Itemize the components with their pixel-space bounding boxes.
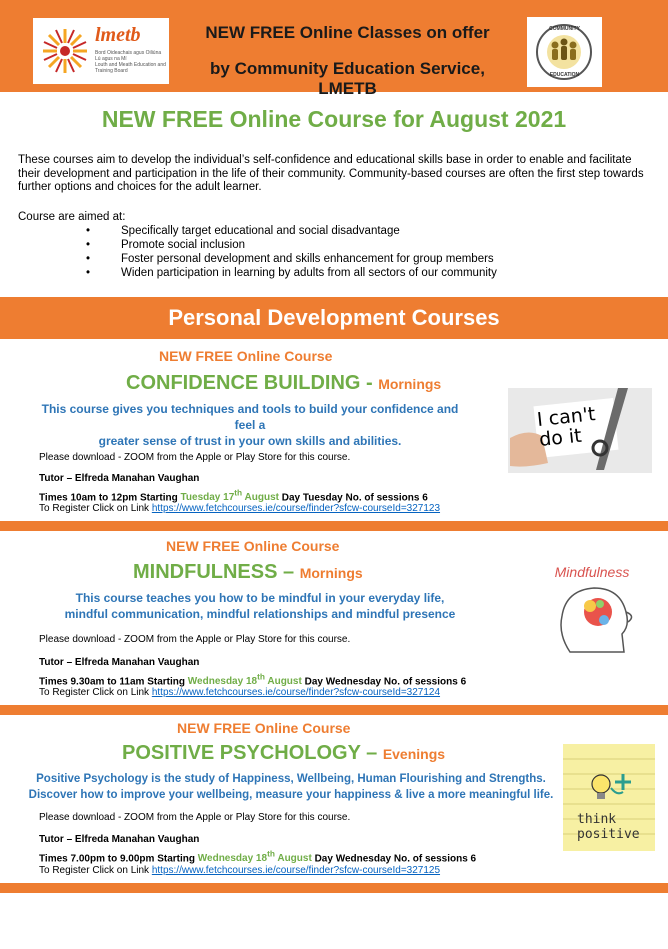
header-banner bbox=[0, 0, 668, 98]
tutor: Tutor – Elfreda Manahan Vaughan bbox=[39, 834, 200, 845]
lmetb-wordmark: lmetb bbox=[95, 24, 141, 46]
think-positive-image bbox=[563, 744, 655, 851]
course-card-mindfulness bbox=[0, 531, 668, 711]
course-description: This course teaches you how to be mindful in your everyday life, mindful communication, mindful relationships and mindful presence bbox=[64, 591, 456, 621]
course-card-confidence bbox=[0, 340, 668, 530]
image-caption: Mindfulness bbox=[554, 564, 630, 580]
lmetb-subtext: Bord Oideachais agus Oiliúna Lú agus na Mí Louth and Meath Education and Training Board bbox=[95, 50, 166, 74]
course-title: MINDFULNESS – Mornings bbox=[133, 561, 363, 583]
course-kicker: NEW FREE Online Course bbox=[159, 348, 333, 364]
section-title: Personal Development Courses bbox=[168, 305, 500, 330]
register-line: To Register Click on Link https://www.fetchcourses.ie/course/finder?sfcw-courseId=327123 bbox=[39, 503, 441, 514]
header-line-2: by Community Education Service, LMETB bbox=[210, 59, 485, 98]
start-date: Wednesday 18th August bbox=[197, 849, 312, 865]
register-link[interactable]: https://www.fetchcourses.ie/course/finder?sfcw-courseId=327123 bbox=[151, 503, 441, 514]
aims-list bbox=[86, 224, 497, 280]
aims-list-item: • Foster personal development and skills enhancement for group members bbox=[86, 252, 497, 266]
course-description: This course gives you techniques and tools to build your confidence and feel a greater sense of trust in your own skills and abilities. bbox=[41, 402, 459, 448]
aims-list-item: • Widen participation in learning by adults from all sectors of our community bbox=[86, 266, 497, 280]
divider bbox=[0, 521, 668, 531]
logo-bottom-text: EDUCATION bbox=[549, 72, 580, 78]
course-time: Mornings bbox=[378, 376, 442, 392]
logo-top-text: COMMUNITY bbox=[549, 26, 580, 32]
times-line: Times 9.30am to 11am Starting Wednesday 18th August Day Wednesday No. of sessions 6 bbox=[39, 672, 467, 688]
community-education-logo bbox=[527, 17, 602, 87]
download-note: Please download - ZOOM from the Apple or Play Store for this course. bbox=[39, 634, 351, 645]
download-note: Please download - ZOOM from the Apple or Play Store for this course. bbox=[39, 452, 351, 463]
course-title: POSITIVE PSYCHOLOGY – Evenings bbox=[122, 742, 446, 764]
page-title: NEW FREE Online Course for August 2021 bbox=[101, 106, 567, 132]
course-time: Evenings bbox=[382, 746, 446, 762]
divider bbox=[0, 883, 668, 893]
course-description: Positive Psychology is the study of Happiness, Wellbeing, Human Flourishing and Strengths. Discover how to improve your wellbeing, measure your happiness & live a more meaningful life. bbox=[28, 773, 554, 801]
download-note: Please download - ZOOM from the Apple or Play Store for this course. bbox=[39, 812, 351, 823]
course-time: Mornings bbox=[299, 565, 363, 581]
header-line-1: NEW FREE Online Classes on offer bbox=[205, 23, 490, 42]
image-caption: I can't do it bbox=[536, 403, 597, 451]
aims-list-item: • Promote social inclusion bbox=[86, 238, 497, 252]
course-kicker: NEW FREE Online Course bbox=[177, 720, 351, 736]
tutor: Tutor – Elfreda Manahan Vaughan bbox=[39, 657, 200, 668]
times-line: Times 7.00pm to 9.00pm Starting Wednesday 18th August Day Wednesday No. of sessions 6 bbox=[39, 849, 477, 865]
register-line: To Register Click on Link https://www.fetchcourses.ie/course/finder?sfcw-courseId=327125 bbox=[39, 865, 441, 876]
divider bbox=[0, 705, 668, 715]
course-kicker: NEW FREE Online Course bbox=[166, 538, 340, 554]
intro-paragraph: These courses aim to develop the individual’s self-confidence and educational skills base in order to enable and facilitate their development and participation in the life of their community. Community-based courses are often the first step towards further options and choices for the adult learner. bbox=[18, 154, 644, 193]
section-banner bbox=[0, 297, 668, 339]
register-link[interactable]: https://www.fetchcourses.ie/course/finder?sfcw-courseId=327125 bbox=[151, 865, 441, 876]
image-caption: think positive bbox=[577, 812, 640, 842]
tutor: Tutor – Elfreda Manahan Vaughan bbox=[39, 473, 200, 484]
register-link[interactable]: https://www.fetchcourses.ie/course/finder?sfcw-courseId=327124 bbox=[151, 687, 441, 698]
course-title: CONFIDENCE BUILDING - Mornings bbox=[126, 372, 442, 394]
i-cant-do-it-image bbox=[508, 388, 652, 473]
mindfulness-image bbox=[540, 564, 640, 656]
start-date: Tuesday 17th August bbox=[180, 488, 279, 504]
lmetb-logo bbox=[33, 18, 169, 84]
times-line: Times 10am to 12pm Starting Tuesday 17th August Day Tuesday No. of sessions 6 bbox=[39, 488, 428, 504]
aims-list-item: • Specifically target educational and social disadvantage bbox=[86, 224, 497, 238]
register-line: To Register Click on Link https://www.fetchcourses.ie/course/finder?sfcw-courseId=327124 bbox=[39, 687, 441, 698]
start-date: Wednesday 18th August bbox=[187, 672, 302, 688]
aims-label: Course are aimed at: bbox=[18, 211, 126, 223]
course-card-positive-psychology bbox=[0, 715, 668, 895]
